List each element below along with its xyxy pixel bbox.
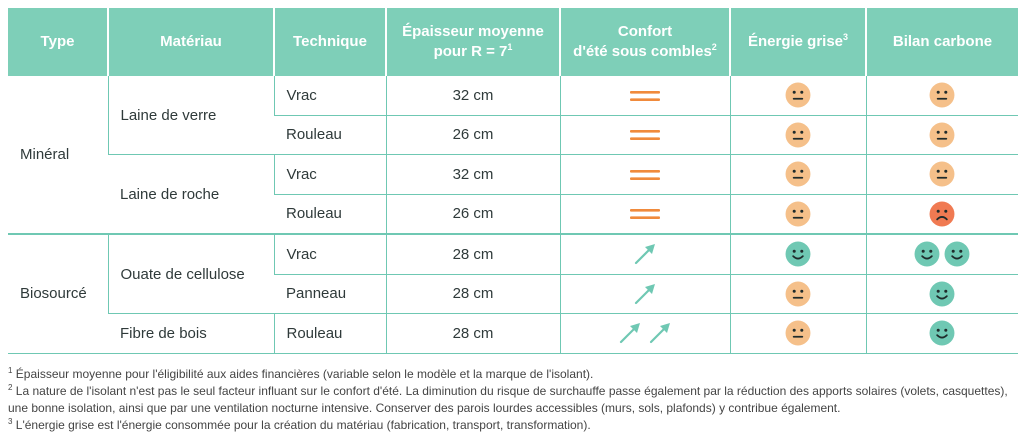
technique-cell: Rouleau [274,194,386,234]
neutral-face-icon [785,201,811,227]
up-arrow-icon [632,281,658,307]
footnote-3: $^3$ L'énergie grise est l'énergie consommée pour la création du matériau (fabrication, transport, transformation). [8,417,591,432]
header-bilan: Bilan carbone [866,8,1018,76]
header-energie [730,8,866,76]
header-materiau: Matériau [108,8,274,76]
neutral-face-icon [785,122,811,148]
header-technique: Technique [274,8,386,76]
header-epaisseur-line1: Épaisseur moyenne [402,23,544,40]
up-arrow-icon [632,241,658,267]
happy-face-icon [785,241,811,267]
energy-cell [730,314,866,354]
material-cell-laine-de-roche: Laine de roche [108,155,274,235]
header-type: Type [8,8,108,76]
carbon-cell [866,76,1018,115]
neutral-face-icon [785,281,811,307]
material-cell-fibre-de-bois: Fibre de bois [108,314,274,354]
happy-face-icon [929,320,955,346]
energy-cell [730,194,866,234]
carbon-cell [866,115,1018,155]
header-confort-line2: d'été sous combles [573,43,712,60]
comfort-cell [560,115,730,155]
header-confort-line1: Confort [617,23,673,40]
sad-face-icon [929,201,955,227]
carbon-cell [866,155,1018,195]
happy-face-icon [914,241,940,267]
footnote-1: $^1$ Épaisseur moyenne pour l'éligibilité aux aides financières (variable selon le modèle et la marque de l'isolant). [8,366,594,381]
table-row [8,314,1018,354]
type-cell-biosource: Biosourcé [8,234,108,353]
carbon-cell [866,314,1018,354]
thickness-cell: 32 cm [386,76,560,115]
technique-cell: Vrac [274,76,386,115]
thickness-cell: 28 cm [386,274,560,314]
footnote-ref-3: 3 [843,32,849,42]
type-cell-mineral: Minéral [8,76,108,234]
comfort-cell [560,314,730,354]
comfort-cell [560,234,730,274]
energy-cell [730,115,866,155]
material-cell-laine-de-verre: Laine de verre [108,76,274,155]
footnote-2: $^2$ La nature de l'isolant n'est pas le seul facteur influant sur le confort d'été. La diminution du risque de surchauffe passe également par la réduction des apports solaires (volets, casquettes), une bonne isolation, ainsi que par une ventilation nocturne intensive. Conserver des parois lourdes accessibles (murs, sols, plafonds) y contribue également. [8,383,1008,415]
neutral-face-icon [785,82,811,108]
happy-face-icon [929,281,955,307]
technique-cell: Vrac [274,234,386,274]
technique-cell: Rouleau [274,115,386,155]
thickness-cell: 32 cm [386,155,560,195]
energy-cell [730,274,866,314]
header-row [8,8,1018,76]
neutral-face-icon [929,122,955,148]
footnote-ref-1: 1 [507,42,513,52]
energy-cell [730,234,866,274]
up-arrow-icon [617,320,643,346]
neutral-face-icon [929,161,955,187]
carbon-cell [866,234,1018,274]
thickness-cell: 26 cm [386,115,560,155]
comfort-cell [560,155,730,195]
happy-face-icon [944,241,970,267]
neutral-face-icon [929,82,955,108]
table-row [8,76,1018,115]
header-confort [560,8,730,76]
footnotes [8,366,1018,434]
equal-icon [628,127,662,143]
material-cell-ouate-de-cellulose: Ouate de cellulose [108,234,274,314]
table-row [8,155,1018,195]
neutral-face-icon [785,161,811,187]
carbon-cell [866,194,1018,234]
header-epaisseur [386,8,560,76]
technique-cell: Rouleau [274,314,386,354]
energy-cell [730,76,866,115]
comfort-cell [560,76,730,115]
comfort-cell [560,274,730,314]
table-row [8,234,1018,274]
thickness-cell: 28 cm [386,314,560,354]
comfort-cell [560,194,730,234]
thickness-cell: 26 cm [386,194,560,234]
technique-cell: Panneau [274,274,386,314]
neutral-face-icon [785,320,811,346]
carbon-cell [866,274,1018,314]
equal-icon [628,167,662,183]
energy-cell [730,155,866,195]
up-arrow-icon [647,320,673,346]
thickness-cell: 28 cm [386,234,560,274]
equal-icon [628,88,662,104]
equal-icon [628,206,662,222]
header-energie-label: Énergie grise [747,33,844,50]
header-epaisseur-line2: pour R = 7 [433,43,508,60]
insulation-comparison-table [8,8,1018,354]
technique-cell: Vrac [274,155,386,195]
footnote-ref-2: 2 [711,42,717,52]
